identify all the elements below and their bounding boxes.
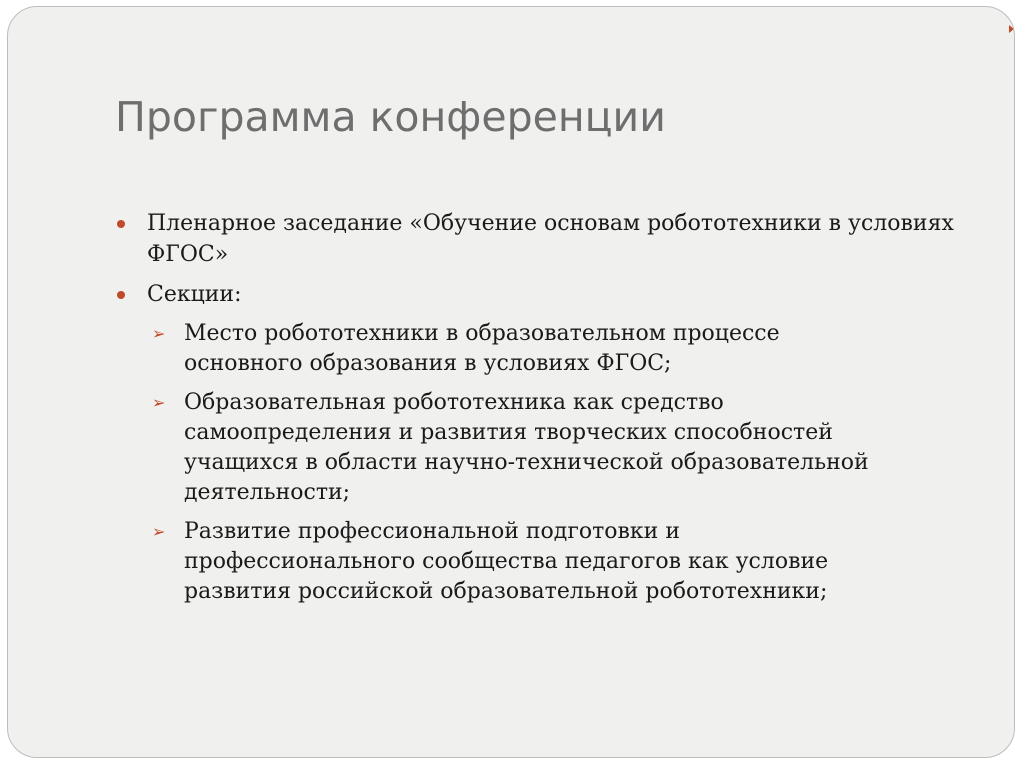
round-bullet-icon bbox=[117, 220, 125, 228]
bullet-item-plenary bbox=[113, 208, 973, 270]
arrowhead-bullet-icon: ➢ bbox=[152, 393, 166, 412]
arrowhead-bullet-icon: ➢ bbox=[152, 522, 166, 541]
sub-bullet-item bbox=[113, 319, 973, 379]
bullet-text: Пленарное заседание «Обучение основам робототехники в условиях ФГОС» bbox=[147, 211, 954, 267]
sub-bullet-item bbox=[113, 517, 973, 607]
round-bullet-icon bbox=[117, 291, 125, 299]
sub-bullet-item bbox=[113, 388, 973, 508]
sub-bullet-text: Место робототехники в образовательном процессе основного образования в условиях ФГОС; bbox=[184, 321, 780, 376]
bullet-item-sections bbox=[113, 279, 973, 607]
bullet-text: Секции: bbox=[147, 282, 242, 307]
sub-bullet-text: Образовательная робототехника как средство самоопределения и развития творческих способностей учащихся в области научно-технической образовательной деятельности; bbox=[184, 390, 869, 505]
slide bbox=[7, 6, 1015, 758]
arrowhead-bullet-icon: ➢ bbox=[152, 324, 166, 343]
slide-content bbox=[113, 208, 973, 616]
slide-title: Программа конференции bbox=[115, 93, 666, 141]
corner-triangle-icon bbox=[1009, 25, 1014, 33]
sub-bullet-text: Развитие профессиональной подготовки и профессионального сообщества педагогов как условие развития российской образовательной робототехники; bbox=[184, 519, 829, 604]
